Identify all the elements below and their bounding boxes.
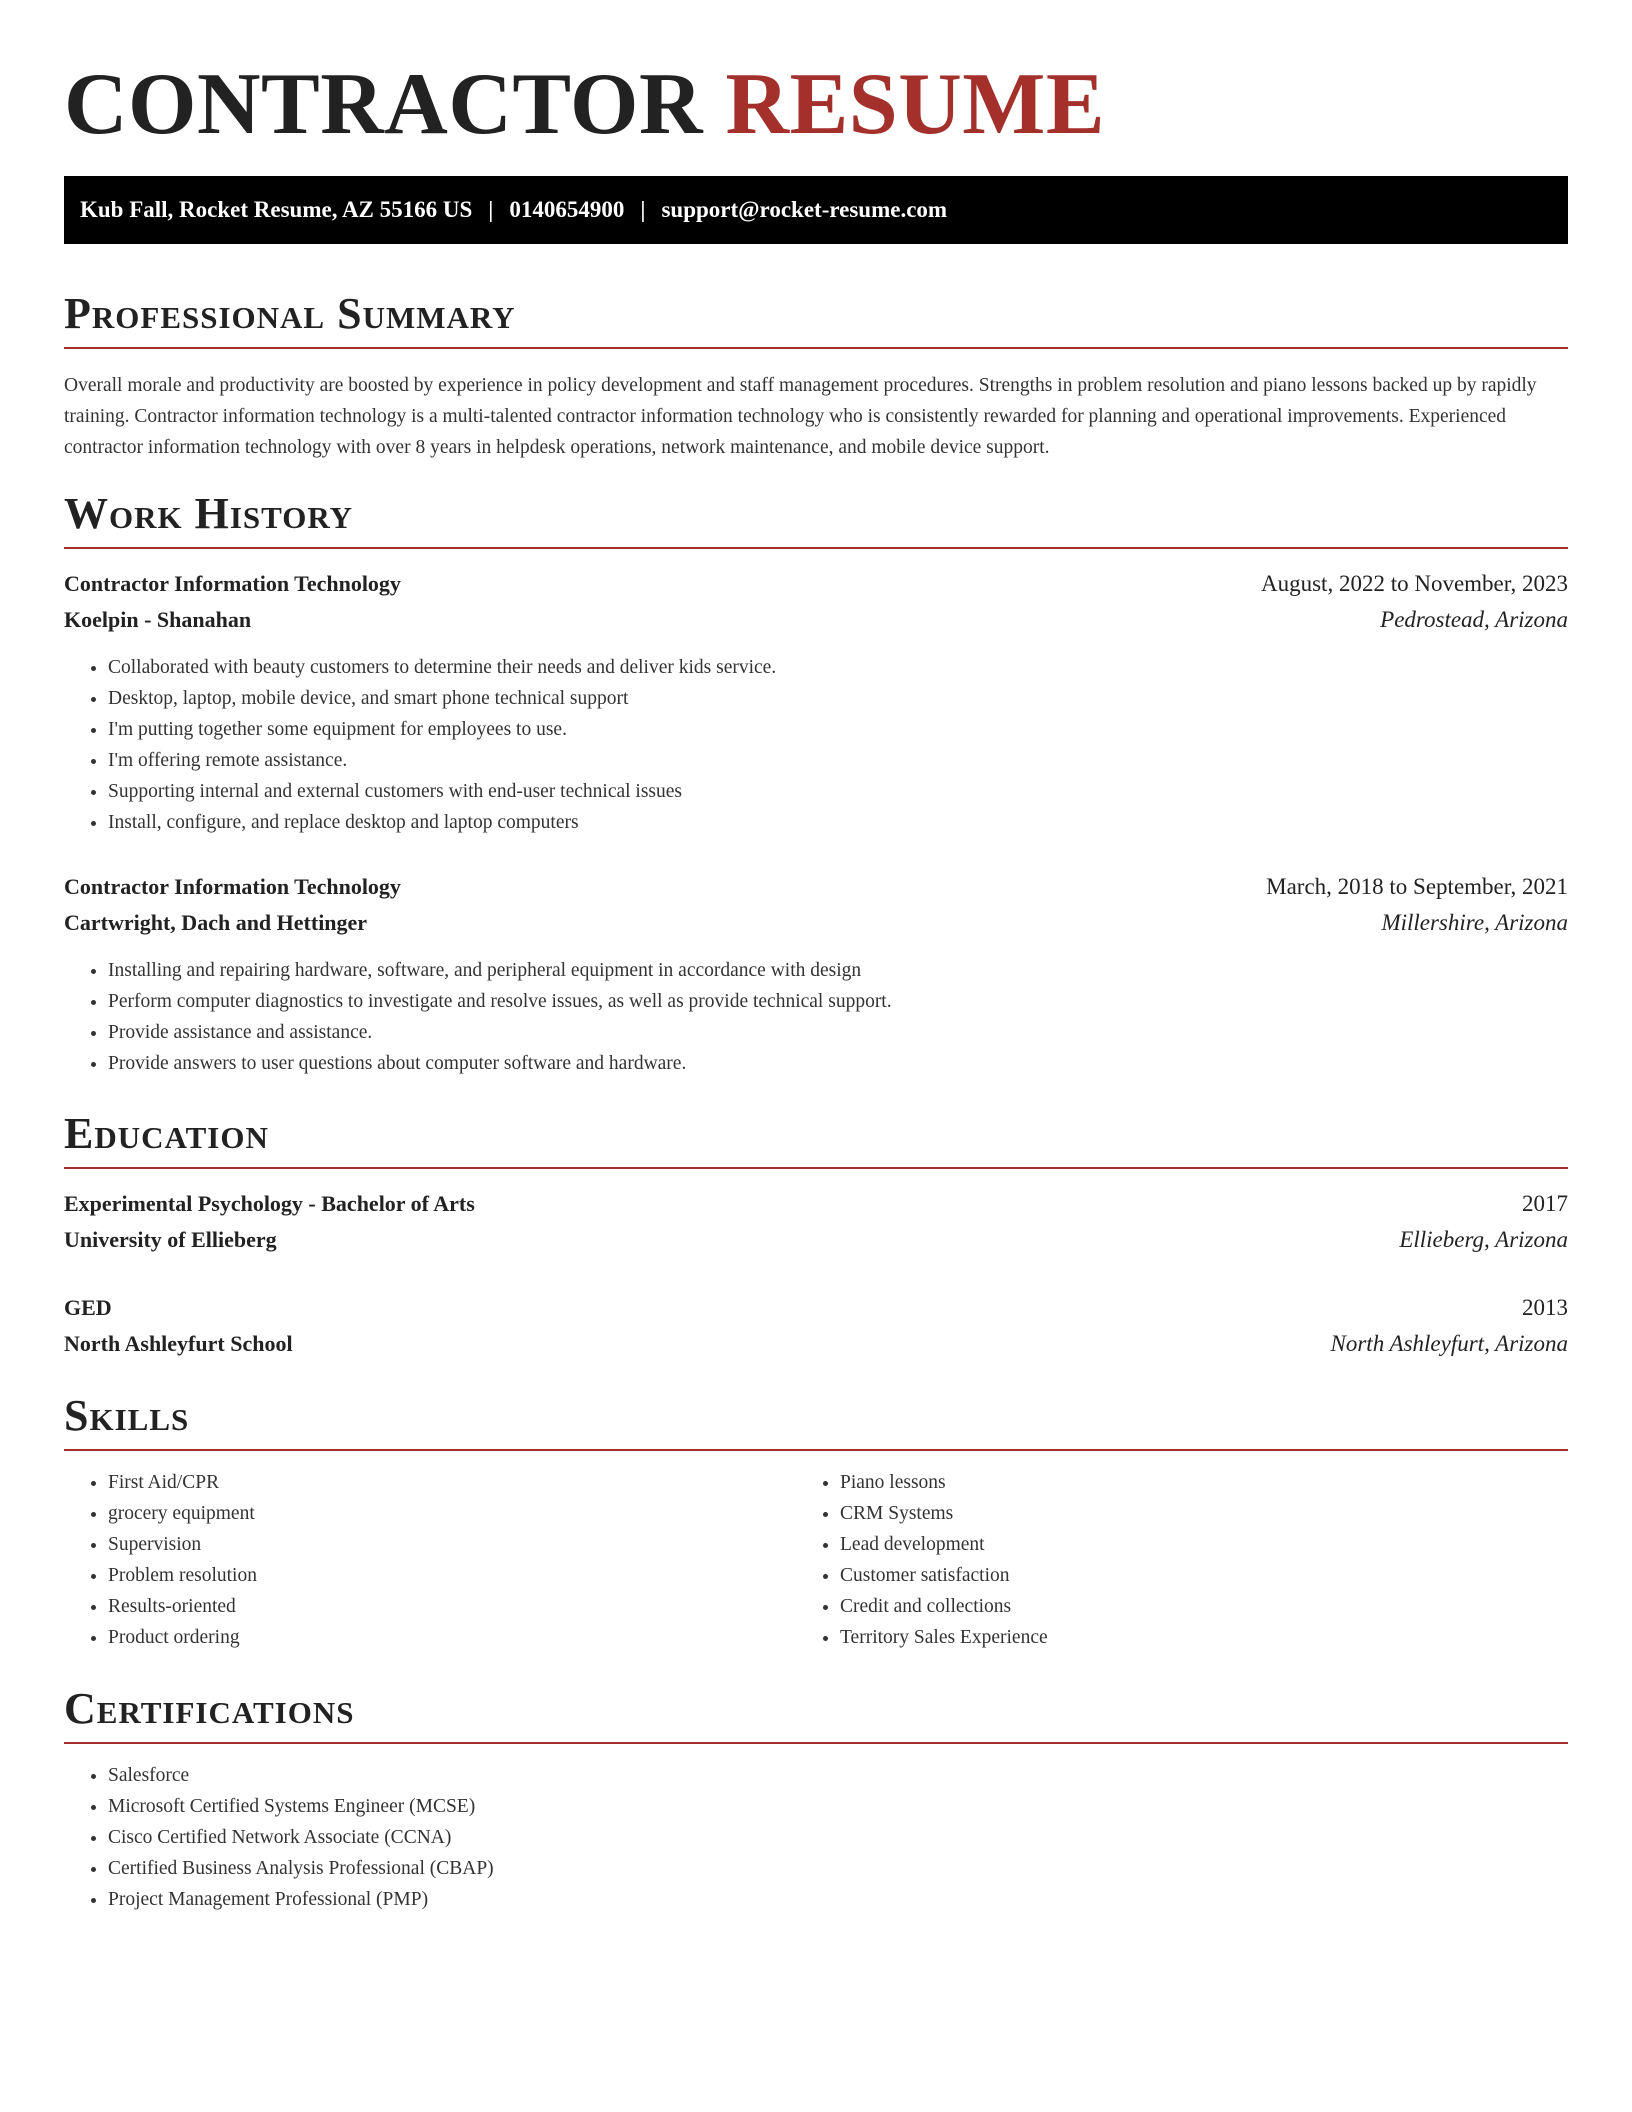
list-item: • Provide assistance and assistance. <box>108 1017 892 1048</box>
list-item: • Provide answers to user questions about computer software and hardware. <box>108 1048 892 1079</box>
contact-address: Kub Fall, Rocket Resume, AZ 55166 US <box>80 197 473 222</box>
certification-item: • Project Management Professional (PMP) <box>108 1884 494 1915</box>
certification-item: • Microsoft Certified Systems Engineer (MCSE) <box>108 1791 494 1822</box>
contact-phone: 0140654900 <box>509 197 625 222</box>
education-year: 2013 <box>1522 1295 1568 1320</box>
certification-item: • Certified Business Analysis Professional (CBAP) <box>108 1853 494 1884</box>
skills-list-right <box>796 1467 1048 1653</box>
job-location: Pedrostead, Arizona <box>1380 607 1568 632</box>
certification-item: • Salesforce <box>108 1760 494 1791</box>
list-item: • Install, configure, and replace desktop and laptop computers <box>108 807 776 838</box>
skill-item: • Lead development <box>840 1529 1048 1560</box>
education-school: University of Ellieberg <box>64 1227 277 1252</box>
list-item: • Perform computer diagnostics to investigate and resolve issues, as well as provide technical support. <box>108 986 892 1017</box>
education-school-row <box>64 1328 1568 1360</box>
skill-item: • CRM Systems <box>840 1498 1048 1529</box>
contact-email: support@rocket-resume.com <box>661 197 948 222</box>
section-divider <box>64 547 1568 549</box>
list-item: • I'm offering remote assistance. <box>108 745 776 776</box>
section-divider <box>64 1449 1568 1451</box>
education-school-row <box>64 1224 1568 1256</box>
certifications-list <box>64 1760 494 1915</box>
list-item: • Installing and repairing hardware, software, and peripheral equipment in accordance with design <box>108 955 892 986</box>
job-duties-list <box>64 955 892 1079</box>
education-location: Ellieberg, Arizona <box>1399 1227 1568 1252</box>
skill-item: • Credit and collections <box>840 1591 1048 1622</box>
skill-item: • Customer satisfaction <box>840 1560 1048 1591</box>
list-item: • I'm putting together some equipment for employees to use. <box>108 714 776 745</box>
skill-item: • Results-oriented <box>108 1591 257 1622</box>
section-heading-skills: Skills <box>64 1391 190 1440</box>
job-dates: March, 2018 to September, 2021 <box>1266 874 1568 899</box>
contact-separator: | <box>640 197 646 222</box>
job-title-row <box>64 568 1568 600</box>
job-company-row <box>64 907 1568 939</box>
skill-item: • Piano lessons <box>840 1467 1048 1498</box>
skill-item: • Problem resolution <box>108 1560 257 1591</box>
education-degree-row <box>64 1188 1568 1220</box>
skill-item: • Supervision <box>108 1529 257 1560</box>
contact-bar <box>64 176 1568 244</box>
section-divider <box>64 1742 1568 1744</box>
job-duties-list <box>64 652 776 838</box>
education-degree-row <box>64 1292 1568 1324</box>
list-item: • Desktop, laptop, mobile device, and smart phone technical support <box>108 683 776 714</box>
education-degree: GED <box>64 1295 112 1320</box>
education-year: 2017 <box>1522 1191 1568 1216</box>
skill-item: • Territory Sales Experience <box>840 1622 1048 1653</box>
job-company-row <box>64 604 1568 636</box>
job-location: Millershire, Arizona <box>1381 910 1568 935</box>
resume-title <box>64 52 1105 158</box>
section-heading-education: Education <box>64 1109 269 1158</box>
title-word-resume: RESUME <box>725 56 1106 153</box>
list-item: • Supporting internal and external customers with end-user technical issues <box>108 776 776 807</box>
job-company: Koelpin - Shanahan <box>64 607 252 632</box>
list-item: • Collaborated with beauty customers to determine their needs and deliver kids service. <box>108 652 776 683</box>
job-title: Contractor Information Technology <box>64 874 401 899</box>
job-dates: August, 2022 to November, 2023 <box>1261 571 1568 596</box>
title-word-contractor: CONTRACTOR <box>64 56 704 153</box>
certification-item: • Cisco Certified Network Associate (CCNA) <box>108 1822 494 1853</box>
section-heading-certifications: Certifications <box>64 1684 355 1733</box>
contact-separator: | <box>488 197 494 222</box>
job-title-row <box>64 871 1568 903</box>
education-location: North Ashleyfurt, Arizona <box>1330 1331 1568 1356</box>
section-divider <box>64 347 1568 349</box>
skills-list-left <box>64 1467 257 1653</box>
skill-item: • grocery equipment <box>108 1498 257 1529</box>
skill-item: • Product ordering <box>108 1622 257 1653</box>
section-heading-summary: Professional Summary <box>64 289 516 338</box>
section-divider <box>64 1167 1568 1169</box>
education-degree: Experimental Psychology - Bachelor of Arts <box>64 1191 475 1216</box>
job-company: Cartwright, Dach and Hettinger <box>64 910 368 935</box>
section-heading-work-history: Work History <box>64 489 354 538</box>
education-school: North Ashleyfurt School <box>64 1331 293 1356</box>
summary-text: Overall morale and productivity are boosted by experience in policy development and staff management procedures. Strengths in problem resolution and piano lessons backed up by rapidly training. Contractor information technology is a multi-talented contractor information technology who is consistently rewarded for planning and operational improvements. Experienced contractor information technology with over 8 years in helpdesk operations, network maintenance, and mobile device support. <box>64 375 1537 458</box>
job-title: Contractor Information Technology <box>64 571 401 596</box>
skill-item: • First Aid/CPR <box>108 1467 257 1498</box>
